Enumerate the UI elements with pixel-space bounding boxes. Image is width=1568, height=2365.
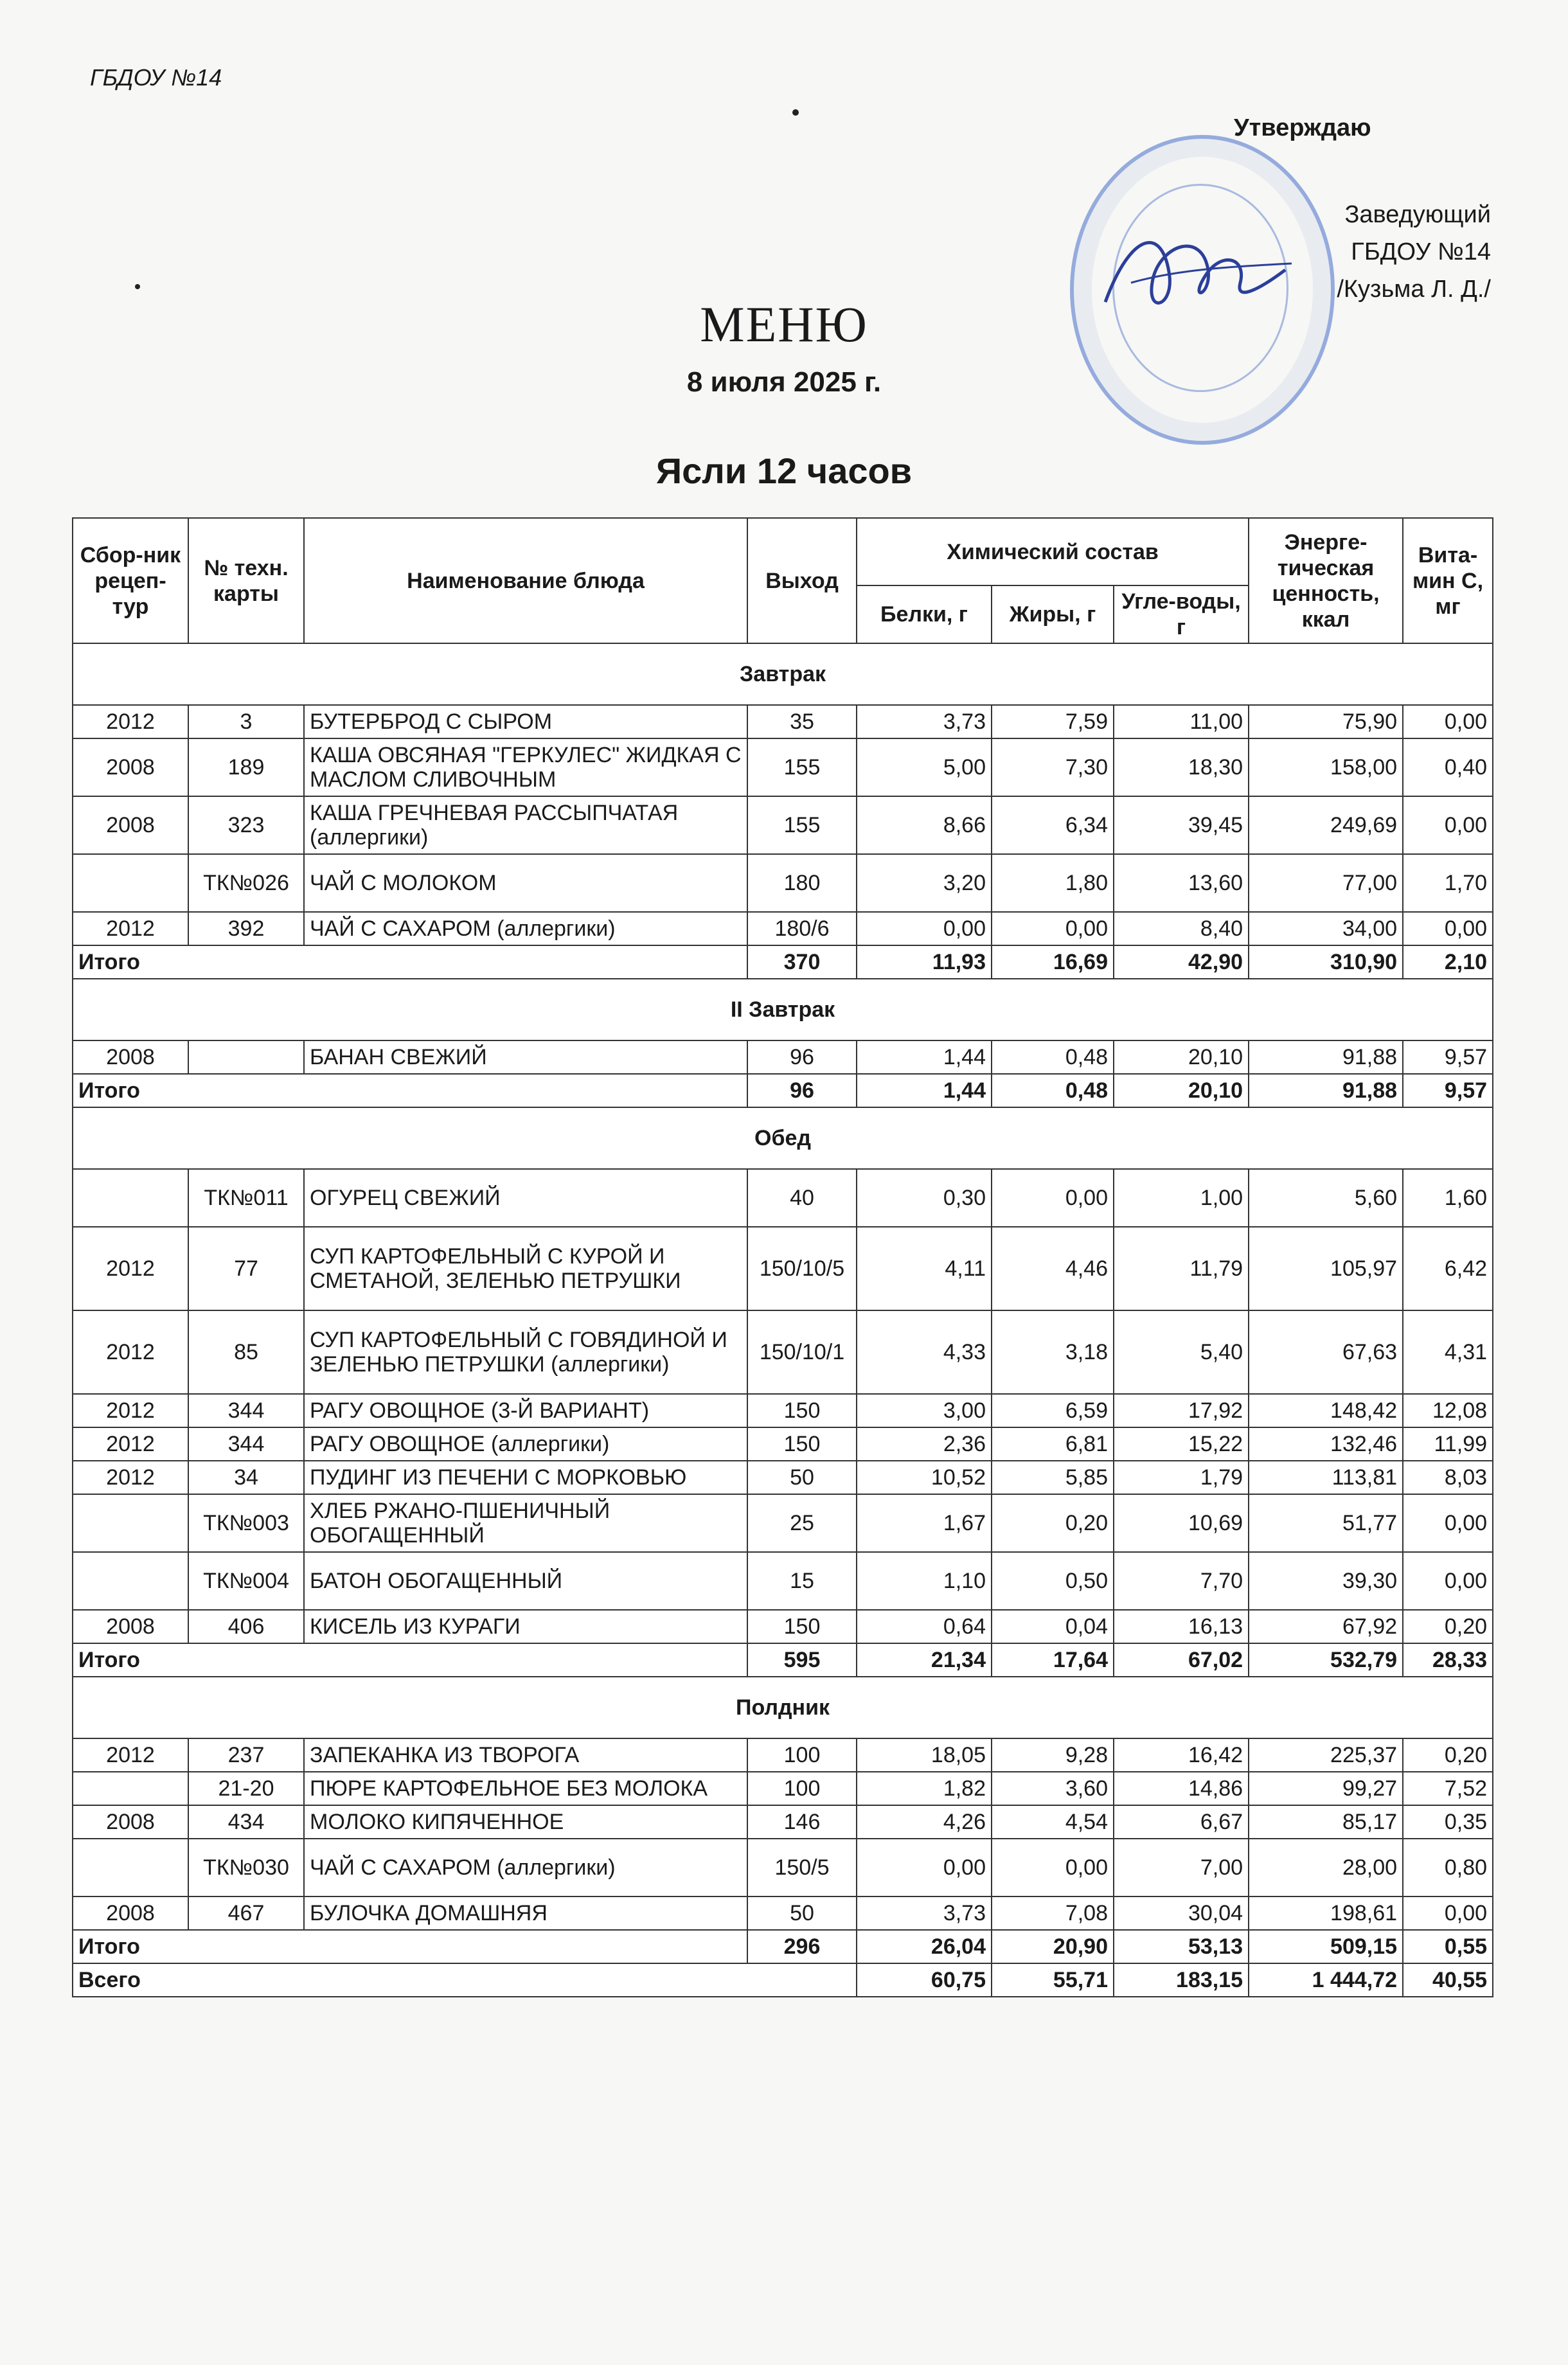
table-cell: ТК№030 (188, 1839, 304, 1896)
table-cell: 237 (188, 1738, 304, 1772)
table-cell: 16,42 (1114, 1738, 1249, 1772)
total-cell: 96 (747, 1074, 857, 1107)
grand-total-cell: 55,71 (992, 1963, 1114, 1997)
organization-name: ГБДОУ №14 (90, 64, 222, 91)
table-cell: 6,67 (1114, 1805, 1249, 1839)
table-cell: КИСЕЛЬ ИЗ КУРАГИ (304, 1610, 747, 1643)
table-cell: ЧАЙ С САХАРОМ (аллергики) (304, 1839, 747, 1896)
table-cell: 3,73 (857, 1896, 992, 1930)
table-row (73, 1738, 1493, 1772)
table-cell: КАША ОВСЯНАЯ "ГЕРКУЛЕС" ЖИДКАЯ С МАСЛОМ СЛИВОЧНЫМ (304, 738, 747, 796)
section-title: II Завтрак (73, 979, 1493, 1040)
grand-total-row (73, 1963, 1493, 1997)
table-cell: 7,30 (992, 738, 1114, 796)
table-cell: 7,08 (992, 1896, 1114, 1930)
table-cell: 0,48 (992, 1040, 1114, 1074)
table-cell: 25 (747, 1494, 857, 1552)
table-cell: 8,40 (1114, 912, 1249, 945)
grand-total-label: Всего (73, 1963, 857, 1997)
table-cell: 0,00 (1403, 1552, 1493, 1610)
total-label: Итого (73, 1643, 747, 1677)
table-cell: 6,42 (1403, 1227, 1493, 1310)
table-cell: 2012 (73, 1394, 188, 1427)
table-cell: 4,46 (992, 1227, 1114, 1310)
table-cell: ТК№011 (188, 1169, 304, 1227)
total-cell: 26,04 (857, 1930, 992, 1963)
total-cell: 1,44 (857, 1074, 992, 1107)
table-row (73, 1896, 1493, 1930)
table-cell: 15 (747, 1552, 857, 1610)
table-cell: ТК№026 (188, 854, 304, 912)
table-cell: 1,80 (992, 854, 1114, 912)
table-cell (73, 1772, 188, 1805)
col-fat: Жиры, г (992, 585, 1114, 643)
table-cell (73, 1839, 188, 1896)
total-cell: 310,90 (1249, 945, 1403, 979)
table-cell: 28,00 (1249, 1839, 1403, 1896)
table-cell: 158,00 (1249, 738, 1403, 796)
table-cell: 18,05 (857, 1738, 992, 1772)
table-cell: 1,44 (857, 1040, 992, 1074)
table-cell: 146 (747, 1805, 857, 1839)
col-energy: Энерге-тическая ценность, ккал (1249, 518, 1403, 643)
table-cell: 249,69 (1249, 796, 1403, 854)
total-cell: 595 (747, 1643, 857, 1677)
table-cell: 0,00 (1403, 912, 1493, 945)
table-cell: СУП КАРТОФЕЛЬНЫЙ С ГОВЯДИНОЙ И ЗЕЛЕНЬЮ ПЕТРУШКИ (аллергики) (304, 1310, 747, 1394)
table-row (73, 796, 1493, 854)
table-cell: 7,00 (1114, 1839, 1249, 1896)
table-cell: 13,60 (1114, 854, 1249, 912)
table-cell: 2012 (73, 1461, 188, 1494)
total-row (73, 1074, 1493, 1107)
table-row (73, 1461, 1493, 1494)
table-cell: БУТЕРБРОД С СЫРОМ (304, 705, 747, 738)
table-cell: 323 (188, 796, 304, 854)
table-cell: 91,88 (1249, 1040, 1403, 1074)
total-cell: 0,48 (992, 1074, 1114, 1107)
table-cell: 4,31 (1403, 1310, 1493, 1394)
table-row (73, 1772, 1493, 1805)
table-cell: 1,10 (857, 1552, 992, 1610)
table-cell: 11,99 (1403, 1427, 1493, 1461)
table-cell: 0,00 (1403, 796, 1493, 854)
table-cell: 189 (188, 738, 304, 796)
total-cell: 53,13 (1114, 1930, 1249, 1963)
table-cell: 0,00 (992, 912, 1114, 945)
table-cell: 0,04 (992, 1610, 1114, 1643)
total-row (73, 1930, 1493, 1963)
section-header (73, 1677, 1493, 1738)
table-cell: 77 (188, 1227, 304, 1310)
table-row (73, 738, 1493, 796)
table-cell: 99,27 (1249, 1772, 1403, 1805)
table-cell (188, 1040, 304, 1074)
table-cell: 344 (188, 1427, 304, 1461)
table-cell: БАТОН ОБОГАЩЕННЫЙ (304, 1552, 747, 1610)
table-cell: 0,40 (1403, 738, 1493, 796)
table-cell (73, 1552, 188, 1610)
table-cell: 467 (188, 1896, 304, 1930)
total-cell: 370 (747, 945, 857, 979)
table-cell: 77,00 (1249, 854, 1403, 912)
total-cell: 509,15 (1249, 1930, 1403, 1963)
table-cell: 0,64 (857, 1610, 992, 1643)
table-cell: 6,81 (992, 1427, 1114, 1461)
table-cell: БУЛОЧКА ДОМАШНЯЯ (304, 1896, 747, 1930)
table-cell: 75,90 (1249, 705, 1403, 738)
head-name-line: /Кузьма Л. Д./ (1337, 276, 1491, 303)
section-header (73, 1107, 1493, 1169)
table-cell: 392 (188, 912, 304, 945)
table-cell: 2,36 (857, 1427, 992, 1461)
grand-total-cell: 183,15 (1114, 1963, 1249, 1997)
table-cell: 198,61 (1249, 1896, 1403, 1930)
total-cell: 11,93 (857, 945, 992, 979)
col-vitamin-c: Вита-мин С, мг (1403, 518, 1493, 643)
table-cell: 1,67 (857, 1494, 992, 1552)
table-cell: 7,59 (992, 705, 1114, 738)
table-cell: 4,33 (857, 1310, 992, 1394)
table-cell: 9,28 (992, 1738, 1114, 1772)
table-cell: 2008 (73, 1610, 188, 1643)
table-cell: 12,08 (1403, 1394, 1493, 1427)
table-row (73, 1494, 1493, 1552)
table-row (73, 912, 1493, 945)
table-cell: 34,00 (1249, 912, 1403, 945)
table-cell: 150/10/5 (747, 1227, 857, 1310)
grand-total-cell: 1 444,72 (1249, 1963, 1403, 1997)
table-cell: ТК№004 (188, 1552, 304, 1610)
table-cell: 0,00 (992, 1169, 1114, 1227)
table-cell: 0,00 (1403, 705, 1493, 738)
table-cell: 2008 (73, 796, 188, 854)
total-cell: 28,33 (1403, 1643, 1493, 1677)
col-collection: Сбор-ник рецеп-тур (73, 518, 188, 643)
table-cell: 155 (747, 738, 857, 796)
table-cell (73, 1494, 188, 1552)
table-row (73, 1552, 1493, 1610)
approval-label: Утверждаю (1234, 114, 1371, 141)
table-cell: 0,30 (857, 1169, 992, 1227)
table-cell: КАША ГРЕЧНЕВАЯ РАССЫПЧАТАЯ (аллергики) (304, 796, 747, 854)
table-cell: 344 (188, 1394, 304, 1427)
table-cell: 11,79 (1114, 1227, 1249, 1310)
section-header (73, 643, 1493, 705)
table-cell: 150 (747, 1427, 857, 1461)
total-cell: 17,64 (992, 1643, 1114, 1677)
table-cell: 4,26 (857, 1805, 992, 1839)
table-cell: 148,42 (1249, 1394, 1403, 1427)
table-cell: 3,60 (992, 1772, 1114, 1805)
table-cell: 5,40 (1114, 1310, 1249, 1394)
table-cell: 1,60 (1403, 1169, 1493, 1227)
table-cell: 0,00 (1403, 1896, 1493, 1930)
table-cell: 4,54 (992, 1805, 1114, 1839)
table-cell: 3,20 (857, 854, 992, 912)
table-cell: 51,77 (1249, 1494, 1403, 1552)
total-cell: 42,90 (1114, 945, 1249, 979)
table-cell: 434 (188, 1805, 304, 1839)
total-cell: 296 (747, 1930, 857, 1963)
table-cell: 10,52 (857, 1461, 992, 1494)
table-cell: 2012 (73, 1738, 188, 1772)
table-cell: 40 (747, 1169, 857, 1227)
table-cell: 1,00 (1114, 1169, 1249, 1227)
table-row (73, 705, 1493, 738)
table-cell: 150 (747, 1394, 857, 1427)
table-cell: 2008 (73, 1040, 188, 1074)
table-row (73, 1427, 1493, 1461)
total-cell: 0,55 (1403, 1930, 1493, 1963)
table-cell: 2012 (73, 1310, 188, 1394)
table-cell: 100 (747, 1772, 857, 1805)
col-chemical: Химический состав (857, 518, 1249, 585)
table-cell: 2012 (73, 705, 188, 738)
table-cell: 5,00 (857, 738, 992, 796)
table-cell: 0,35 (1403, 1805, 1493, 1839)
table-cell: 50 (747, 1896, 857, 1930)
table-cell: 30,04 (1114, 1896, 1249, 1930)
table-cell: 6,59 (992, 1394, 1114, 1427)
menu-table (72, 517, 1493, 1997)
total-row (73, 1643, 1493, 1677)
total-cell: 67,02 (1114, 1643, 1249, 1677)
speck (792, 109, 799, 116)
table-cell: 1,79 (1114, 1461, 1249, 1494)
table-cell: РАГУ ОВОЩНОЕ (3-Й ВАРИАНТ) (304, 1394, 747, 1427)
table-cell: 21-20 (188, 1772, 304, 1805)
table-cell: 0,00 (857, 912, 992, 945)
table-cell: 10,69 (1114, 1494, 1249, 1552)
table-row (73, 1040, 1493, 1074)
table-cell: 8,66 (857, 796, 992, 854)
table-cell: 85 (188, 1310, 304, 1394)
table-cell: 2012 (73, 1227, 188, 1310)
total-cell: 532,79 (1249, 1643, 1403, 1677)
menu-date: 8 июля 2025 г. (686, 366, 882, 398)
table-cell: 0,50 (992, 1552, 1114, 1610)
table-cell (73, 854, 188, 912)
table-cell: 1,70 (1403, 854, 1493, 912)
table-cell: 2008 (73, 1805, 188, 1839)
table-cell: 35 (747, 705, 857, 738)
table-cell: БАНАН СВЕЖИЙ (304, 1040, 747, 1074)
table-cell: 85,17 (1249, 1805, 1403, 1839)
table-cell: 14,86 (1114, 1772, 1249, 1805)
table-cell (73, 1169, 188, 1227)
table-cell: 67,63 (1249, 1310, 1403, 1394)
table-cell: 0,20 (1403, 1610, 1493, 1643)
table-cell: 180 (747, 854, 857, 912)
table-cell: 7,70 (1114, 1552, 1249, 1610)
page-title: МЕНЮ (700, 296, 868, 352)
table-cell: 39,30 (1249, 1552, 1403, 1610)
table-row (73, 1227, 1493, 1310)
table-cell: 18,30 (1114, 738, 1249, 796)
table-cell: 3 (188, 705, 304, 738)
table-cell: 132,46 (1249, 1427, 1403, 1461)
table-cell: 11,00 (1114, 705, 1249, 738)
table-cell: 15,22 (1114, 1427, 1249, 1461)
table-cell: ЧАЙ С САХАРОМ (аллергики) (304, 912, 747, 945)
table-row (73, 1310, 1493, 1394)
table-cell: МОЛОКО КИПЯЧЕННОЕ (304, 1805, 747, 1839)
table-cell: 155 (747, 796, 857, 854)
table-cell: 67,92 (1249, 1610, 1403, 1643)
table-cell: 50 (747, 1461, 857, 1494)
total-label: Итого (73, 1074, 747, 1107)
table-cell: ЧАЙ С МОЛОКОМ (304, 854, 747, 912)
col-carbs: Угле-воды, г (1114, 585, 1249, 643)
total-label: Итого (73, 1930, 747, 1963)
section-title: Завтрак (73, 643, 1493, 705)
table-cell: ЗАПЕКАНКА ИЗ ТВОРОГА (304, 1738, 747, 1772)
total-cell: 9,57 (1403, 1074, 1493, 1107)
section-header (73, 979, 1493, 1040)
table-cell: 0,20 (1403, 1738, 1493, 1772)
section-title: Полдник (73, 1677, 1493, 1738)
table-cell: 0,20 (992, 1494, 1114, 1552)
table-cell: 406 (188, 1610, 304, 1643)
table-cell: 0,80 (1403, 1839, 1493, 1896)
total-cell: 20,90 (992, 1930, 1114, 1963)
head-role-line: Заведующий (1344, 201, 1491, 228)
section-title: Обед (73, 1107, 1493, 1169)
table-cell: 7,52 (1403, 1772, 1493, 1805)
table-cell: ОГУРЕЦ СВЕЖИЙ (304, 1169, 747, 1227)
col-protein: Белки, г (857, 585, 992, 643)
menu-body (73, 643, 1493, 1997)
table-cell: 0,00 (857, 1839, 992, 1896)
table-cell: 17,92 (1114, 1394, 1249, 1427)
table-cell: ПЮРЕ КАРТОФЕЛЬНОЕ БЕЗ МОЛОКА (304, 1772, 747, 1805)
speck (135, 284, 140, 289)
table-row (73, 1169, 1493, 1227)
table-cell: 8,03 (1403, 1461, 1493, 1494)
table-cell: 3,00 (857, 1394, 992, 1427)
table-cell: 96 (747, 1040, 857, 1074)
table-cell: РАГУ ОВОЩНОЕ (аллергики) (304, 1427, 747, 1461)
table-cell: 2012 (73, 1427, 188, 1461)
table-cell: 113,81 (1249, 1461, 1403, 1494)
table-cell: 150/5 (747, 1839, 857, 1896)
col-dish: Наименование блюда (304, 518, 747, 643)
table-cell: 20,10 (1114, 1040, 1249, 1074)
table-row (73, 1839, 1493, 1896)
total-cell: 91,88 (1249, 1074, 1403, 1107)
table-cell: 180/6 (747, 912, 857, 945)
table-cell: 105,97 (1249, 1227, 1403, 1310)
table-cell: ХЛЕБ РЖАНО-ПШЕНИЧНЫЙ ОБОГАЩЕННЫЙ (304, 1494, 747, 1552)
table-cell: 150/10/1 (747, 1310, 857, 1394)
table-cell: 4,11 (857, 1227, 992, 1310)
table-row (73, 854, 1493, 912)
table-cell: 34 (188, 1461, 304, 1494)
total-cell: 2,10 (1403, 945, 1493, 979)
table-cell: 100 (747, 1738, 857, 1772)
grand-total-cell: 60,75 (857, 1963, 992, 1997)
table-row (73, 1394, 1493, 1427)
group-name: Ясли 12 часов (655, 451, 913, 491)
table-cell: 2008 (73, 1896, 188, 1930)
table-cell: 16,13 (1114, 1610, 1249, 1643)
grand-total-cell: 40,55 (1403, 1963, 1493, 1997)
table-cell: 39,45 (1114, 796, 1249, 854)
total-cell: 21,34 (857, 1643, 992, 1677)
total-label: Итого (73, 945, 747, 979)
table-cell: 3,73 (857, 705, 992, 738)
table-cell: 3,18 (992, 1310, 1114, 1394)
table-cell: ТК№003 (188, 1494, 304, 1552)
table-cell: 150 (747, 1610, 857, 1643)
table-cell: 9,57 (1403, 1040, 1493, 1074)
table-cell: ПУДИНГ ИЗ ПЕЧЕНИ С МОРКОВЬЮ (304, 1461, 747, 1494)
total-cell: 20,10 (1114, 1074, 1249, 1107)
table-cell: 5,85 (992, 1461, 1114, 1494)
table-cell: 2008 (73, 738, 188, 796)
table-cell: 5,60 (1249, 1169, 1403, 1227)
total-row (73, 945, 1493, 979)
table-cell: 225,37 (1249, 1738, 1403, 1772)
col-output: Выход (747, 518, 857, 643)
total-cell: 16,69 (992, 945, 1114, 979)
table-cell: СУП КАРТОФЕЛЬНЫЙ С КУРОЙ И СМЕТАНОЙ, ЗЕЛЕНЬЮ ПЕТРУШКИ (304, 1227, 747, 1310)
table-cell: 0,00 (1403, 1494, 1493, 1552)
col-tech-card: № техн. карты (188, 518, 304, 643)
table-cell: 6,34 (992, 796, 1114, 854)
head-org-line: ГБДОУ №14 (1351, 238, 1491, 265)
table-row (73, 1805, 1493, 1839)
table-cell: 0,00 (992, 1839, 1114, 1896)
table-row (73, 1610, 1493, 1643)
head-position (1337, 196, 1491, 308)
table-cell: 1,82 (857, 1772, 992, 1805)
table-cell: 2012 (73, 912, 188, 945)
